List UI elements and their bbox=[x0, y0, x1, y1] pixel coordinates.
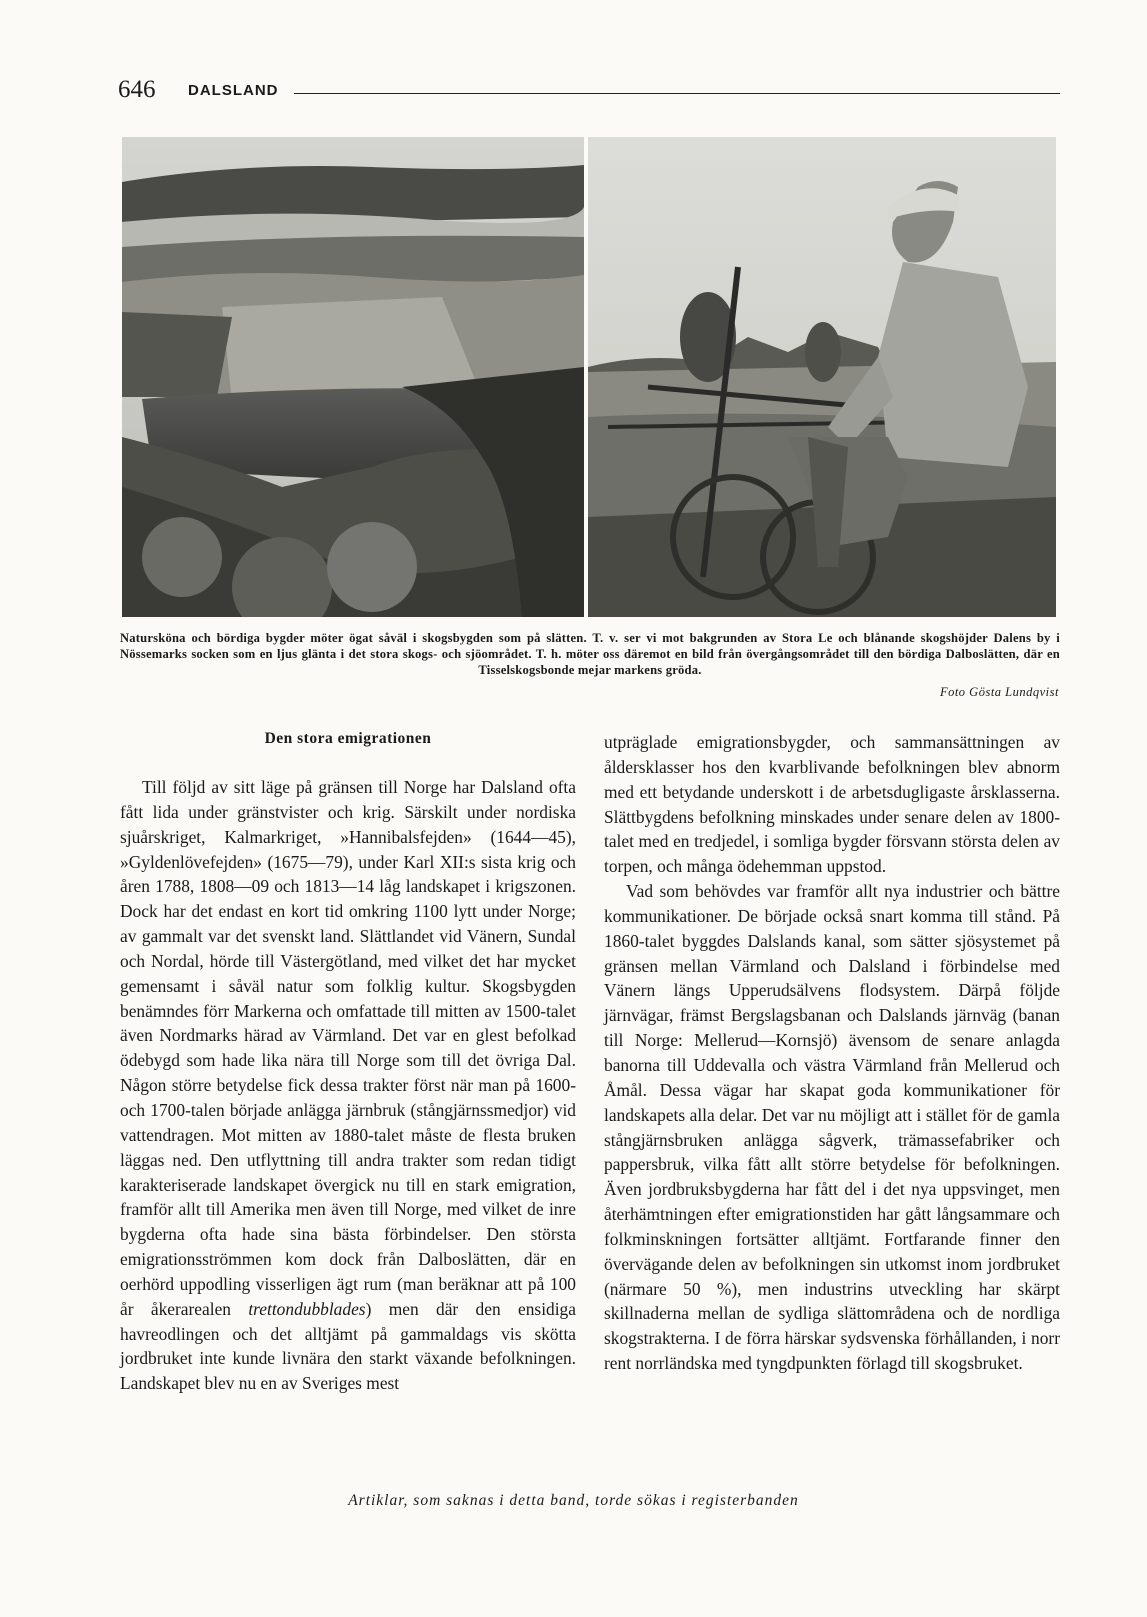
landscape-photo bbox=[122, 137, 584, 617]
photo-caption: Natursköna och bördiga bygder möter ögat såväl i skogsbygden som på slätten. T. v. ser vi mot bakgrunden av Stora Le och blånande skogshöjder Dalens by i Nössemarks socken som en ljus glänta i det stora skogs- och sjöområdet. T. h. möter oss däremot en bild från övergångsområdet till den bördiga Dalboslätten, där en Tisselskogsbonde mejar markens gröda. bbox=[120, 631, 1060, 677]
page-footer-note: Artiklar, som saknas i detta band, torde sökas i registerbanden bbox=[348, 1492, 799, 1509]
photo-credit: Foto Gösta Lundqvist bbox=[939, 685, 1059, 699]
right-column bbox=[604, 730, 1060, 1376]
paragraph: Vad som behövdes var framför allt nya industrier och bättre kommunikationer. De började också snart komma till stånd. På 1860-talet byggdes Dalslands kanal, som sätter sjösystemet på gränsen mellan Värmland och Dalsland i förbindelse med Vänern längs Upperudsälvens flodsystem. Därpå följde järnvägar, främst Bergslagsbanan och Dalslands järnväg (banan till Norge: Mellerud—Kornsjö) ävensom de senare anlagda banorna till Uddevalla och västra Värmland från Mellerud och Åmål. Dessa vägar har skapat goda kommunikationer för landskapets alla delar. Det var nu möjligt att i stället för de gamla stångjärnsbruken anlägga sågverk, trämassefabriker och pappersbruk, vilka fått allt större betydelse för befolkningen. Även jordbruksbygderna har fått del i det nya uppsvinget, men återhämtningen efter emigrationstiden har gått långsammare och folkminskningen fortsätter alltjämt. Fortfarande finner den övervägande delen av befolkningen sin utkomst inom jordbruket (närmare 50 %), men industrins utveckling har skärpt skillnaderna mellan de sydliga slättområdena och de nordliga skogstrakterna. I de förra härskar sydsvenska förhållanden, i norr rent norrländska med tyngdpunkten förlagd till skogsbruket. bbox=[604, 881, 1060, 1374]
emphasis: trettondubblades bbox=[248, 1298, 366, 1319]
farmer-photo bbox=[588, 137, 1056, 617]
left-column bbox=[120, 775, 576, 1396]
page-header bbox=[118, 72, 1060, 112]
paragraph: utpräglade emigrationsbygder, och sammansättningen av åldersklasser hos den kvarblivande befolkningen blev abnorm med ett betydande underskott i de arbetsdugligaste årsklasserna. Slättbygdens befolkning minskades under senare delen av 1800-talet med en tredjedel, i somliga bygder försvann största delen av torpen, och många ödehemman uppstod. bbox=[604, 732, 1060, 877]
paragraph: Till följd av sitt läge på gränsen till Norge har Dalsland ofta fått lida under gränstvister och krig. Särskilt under nordiska sjuårskriget, Kalmarkriget, »Hannibalsfejden» (1644—45), »Gyldenlövefejden» (1675—79), under Karl XII:s sista krig och åren 1788, 1808—09 och 1813—14 låg landskapet i krigszonen. Dock har det endast en kort tid omkring 1100 lytt under Norge; av gammalt var det svenskt land. Slättlandet vid Vänern, Sundal och Nordal, hörde till Västergötland, med vilket det har mycket gemensamt i såväl natur som folklig kultur. Skogsbygden benämndes förr Markerna och omfattade till mitten av 1500-talet även Nordmarks härad av Värmland. Det var en glest befolkad ödebygd som hade lika nära till Norge som till det övriga Dal. Någon större betydelse fick dessa trakter först när man på 1600- och 1700-talen började anlägga järnbruk (stångjärnssmedjor) vid vattendragen. Mot mitten av 1880-talet måste de flesta bruken läggas ned. Den utflyttning till andra trakter som redan tidigt karakteriserade landskapet övergick nu till en stark emigration, framför allt till Amerika men även till Norge, med vilket de inre bygderna ofta hade sina bästa förbindelser. Den största emigrationsströmmen kom dock från Dalboslätten, där en oerhörd uppodling visserligen ägt rum (man beräknar att på 100 år åkerarealen trettondubblades) men där den ensidiga havreodlingen och det alltjämt på gammaldags vis skötta jordbruket inte kunde livnära den starkt växande befolkningen. Landskapet blev nu en av Sveriges mest bbox=[120, 777, 576, 1394]
section-title: Den stora emigrationen bbox=[264, 730, 432, 747]
page-number: 646 bbox=[118, 76, 156, 103]
running-title: DALSLAND bbox=[188, 82, 279, 99]
header-rule bbox=[294, 93, 1060, 94]
